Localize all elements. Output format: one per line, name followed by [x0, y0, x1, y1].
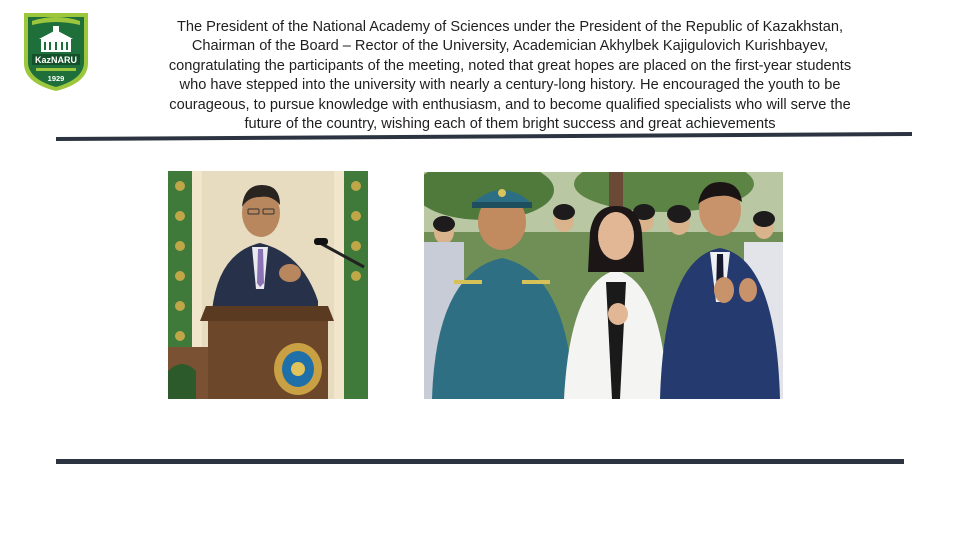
- caption-line: The President of the National Academy of Sciences under the President of the Republic of Kazakhstan,: [176, 19, 844, 35]
- news-caption: [118, 18, 902, 134]
- photo-rector-at-podium: [168, 171, 368, 399]
- top-divider: [56, 131, 912, 141]
- logo-text: KazNARU: [34, 55, 78, 65]
- caption-line: congratulating the participants of the meeting, noted that great hopes are placed on the first-year students: [168, 57, 852, 74]
- caption-line: Chairman of the Board – Rector of the University, Academician Akhylbek Kajigulovich Kurishbayev,: [191, 38, 829, 55]
- university-logo: [22, 11, 90, 93]
- caption-line: courageous, to pursue knowledge with enthusiasm, and to become qualified specialists who will serve the: [169, 96, 851, 113]
- photo-officials-with-students: [424, 172, 783, 399]
- logo-year: 1929: [47, 74, 65, 83]
- bottom-divider: [56, 459, 904, 464]
- caption-line: who have stepped into the university with nearly a century-long history. He encouraged the youth to be: [179, 77, 841, 94]
- caption-line: future of the country, wishing each of them bright success and great achievements: [244, 116, 776, 133]
